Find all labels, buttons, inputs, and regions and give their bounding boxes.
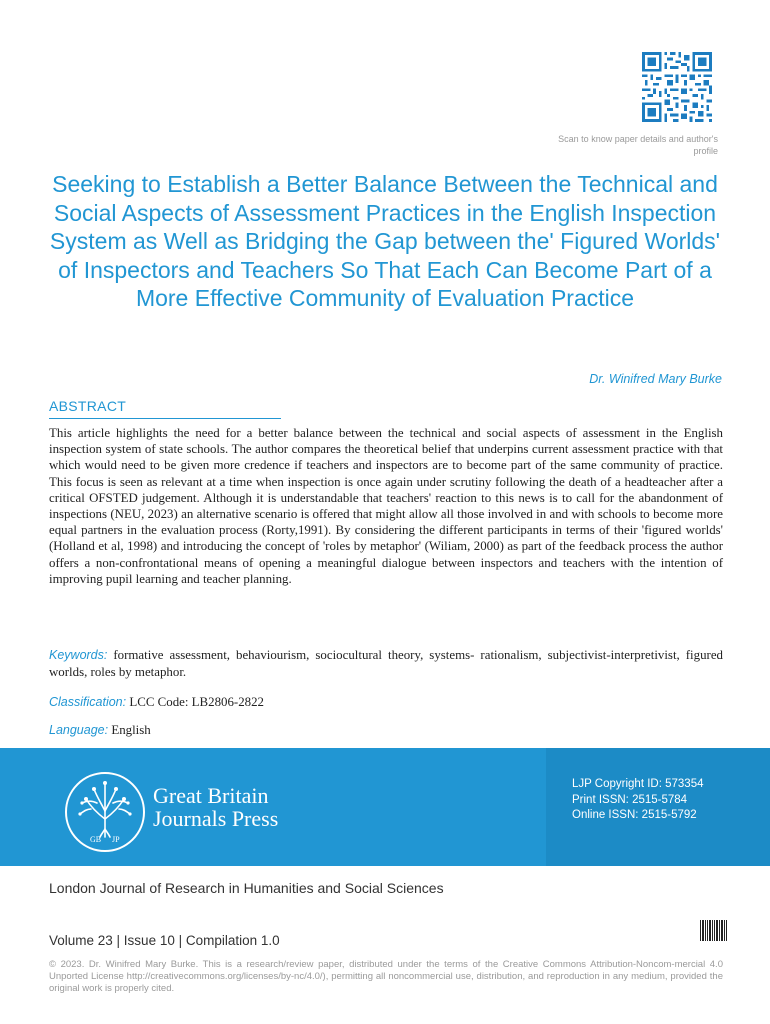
publisher-name-line2: Journals Press	[153, 806, 279, 831]
keywords-block	[49, 647, 723, 681]
classification-label: Classification:	[49, 695, 127, 709]
volume-info: Volume 23 | Issue 10 | Compilation 1.0	[49, 933, 280, 948]
language-block	[49, 723, 151, 738]
keywords-label: Keywords:	[49, 648, 108, 662]
barcode-icon	[700, 920, 727, 941]
print-issn: Print ISSN: 2515-5784	[572, 793, 688, 806]
qr-code-icon[interactable]	[642, 52, 712, 122]
article-title: Seeking to Establish a Better Balance Between the Technical and Social Aspects of Assessment Practices in the English Inspection System as Well as Bridging the Gap between the' Figured Worlds' of Inspectors and Teachers So That Each Can Become Part of a More Effective Community of Evaluation Practice	[49, 171, 721, 312]
publisher-name-line1: Great Britain	[153, 783, 269, 808]
ljp-copyright-id: LJP Copyright ID: 573354	[572, 778, 704, 790]
qr-caption: Scan to know paper details and author's profile	[558, 134, 718, 156]
publisher-ids	[572, 777, 703, 824]
journal-name: London Journal of Research in Humanities and Social Sciences	[49, 880, 444, 896]
language-text: English	[111, 723, 151, 737]
author-name: Dr. Winifred Mary Burke	[589, 372, 722, 386]
keywords-text: formative assessment, behaviourism, sociocultural theory, systems- rationalism, subjectivist-interpretivist, figured worlds, roles by metaphor.	[49, 648, 723, 679]
tree-logo-icon	[64, 771, 146, 853]
online-issn: Online ISSN: 2515-5792	[572, 809, 697, 821]
abstract-text: This article highlights the need for a better balance between the technical and social aspects of assessment in the English inspection system of state schools. The author compares the theoretical belief that underpins current assessment practice with that which would need to be given more credence if teachers and inspectors are to become part of the same community of practice. This focus is seen as relevant at a time when inspection is once again under scrutiny following the death of a headteacher after a critical OFSTED judgement. Although it is understandable that teachers' reaction to this news is to call for the abandonment of inspections (NEU, 2023) an alternative scenario is offered that might allow all those involved in and with schools to become more equal partners in the evaluation process (Rorty,1991). By considering the different participants in terms of their 'figured worlds' (Holland et al, 1998) and introducing the concept of 'roles by metaphor' (Wiliam, 2000) as part of the feedback process the author offers a non-confrontational means of opening a meaningful dialogue between inspectors and teachers with the intention of improving pupil learning and teacher planning.	[49, 426, 723, 586]
classification-block	[49, 695, 264, 710]
classification-text: LCC Code: LB2806-2822	[129, 695, 264, 709]
svg-text:GB: GB	[90, 835, 102, 844]
license-text: © 2023. Dr. Winifred Mary Burke. This is a research/review paper, distributed under the terms of the Creative Commons Attribution-Noncom-mercial 4.0 Unported License http://creativecommons.org/licenses/by-nc/4.0/), permitting all noncommercial use, distribution, and reproduction in any medium, provided the original work is properly cited.	[49, 959, 723, 994]
abstract-heading: ABSTRACT	[49, 398, 127, 414]
language-label: Language:	[49, 723, 109, 737]
svg-text:JP: JP	[112, 835, 120, 844]
abstract-divider	[49, 418, 281, 419]
